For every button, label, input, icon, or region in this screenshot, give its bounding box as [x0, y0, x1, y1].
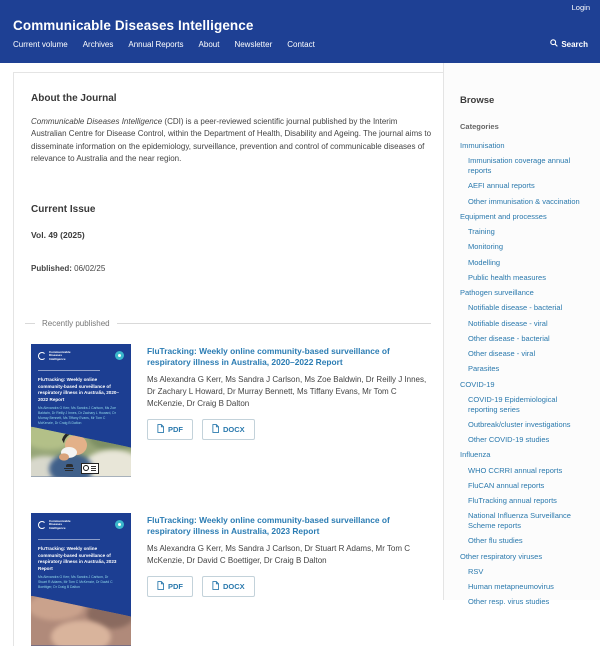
sidebar-category-link[interactable]: National Influenza Surveillance Scheme reports [468, 511, 571, 530]
cover-header [31, 344, 131, 362]
page-title: Communicable Diseases Intelligence [13, 18, 254, 33]
docx-button[interactable] [202, 576, 255, 597]
main-nav [0, 33, 600, 49]
browse-heading: Browse [460, 95, 495, 106]
sidebar-category-link[interactable]: Notifiable disease - bacterial [468, 303, 563, 313]
sidebar-category-link[interactable]: Other COVID-19 studies [468, 435, 550, 444]
article-2-authors: Ms Alexandra G Kerr, Ms Sandra J Carlson, Dr Stuart R Adams, Mr Tom C McKenzie, Dr David C Boettiger, Dr Craig B Dalton [147, 544, 411, 566]
cover-authors: Ms Alexandra G Kerr, Ms Sandra J Carlson, Dr Stuart R Adams, Mr Tom C McKenzie, Dr David C Boettiger, Dr Craig B Dalton [38, 575, 113, 589]
sidebar-category-link[interactable]: WHO CCRRI annual reports [468, 465, 563, 475]
current-issue-heading: Current Issue [31, 203, 96, 215]
cover-title: FluTracking: Weekly online community-based surveillance of respiratory illness in Australia, 2023 Report [38, 546, 117, 571]
cover-logos-row [31, 463, 131, 474]
sidebar-category-link[interactable]: Parasites [468, 364, 500, 374]
sidebar-category-link[interactable]: Other flu studies [468, 536, 523, 546]
sidebar-category-link[interactable]: FluTracking annual reports [468, 496, 557, 505]
article-1-body [147, 344, 431, 477]
cover-badge-icon [115, 520, 124, 529]
sidebar-category-link[interactable]: Outbreak/cluster investigations [468, 419, 571, 429]
cover-journal-name: Communicable Diseases Intelligence [49, 518, 71, 531]
journal-name-italic: Communicable Diseases Intelligence [31, 117, 163, 126]
pdf-file-icon [157, 424, 164, 435]
current-issue-volume: Vol. 49 (2025) [31, 229, 85, 240]
recently-published-divider [25, 319, 431, 328]
top-bar [0, 0, 600, 15]
sidebar-category-link[interactable]: Pathogen surveillance [460, 288, 534, 297]
categories-label: Categories [460, 122, 499, 131]
article-1-authors: Ms Alexandra G Kerr, Ms Sandra J Carlson, Ms Zoe Baldwin, Dr Reilly J Innes, Dr Zachary L Howard, Dr Murray Bennett, Ms Tiffany Evans, Mr Tom C McKenzie, Dr Craig B Dalton [147, 375, 427, 409]
sidebar-category-link[interactable]: Other disease - bacterial [468, 333, 550, 343]
about-heading: About the Journal [31, 93, 117, 104]
article-2-title-link[interactable]: FluTracking: Weekly online community-based surveillance of respiratory illness in Australia, 2023 Report [147, 514, 390, 537]
sidebar-category-link[interactable]: Influenza [460, 450, 491, 460]
article-item-2 [31, 513, 431, 646]
cdi-logo [38, 520, 75, 531]
recently-published-label: Recently published [42, 318, 110, 328]
search-label: Search [561, 39, 588, 49]
pdf-file-icon [157, 581, 164, 592]
acdc-logo [81, 463, 99, 474]
pdf-button[interactable] [147, 419, 193, 440]
nav-about[interactable]: About [198, 39, 220, 49]
page-body [0, 63, 600, 607]
cover-issn-line [38, 370, 100, 372]
cover-header [31, 513, 131, 531]
sidebar-category-link[interactable]: Modelling [468, 257, 501, 267]
sidebar-category-link[interactable]: Equipment and processes [460, 211, 547, 221]
sidebar-category-link[interactable]: Notifiable disease - viral [468, 318, 548, 328]
article-1-downloads [147, 419, 431, 440]
docx-file-icon [212, 424, 219, 435]
nav-archives[interactable]: Archives [82, 39, 114, 49]
pdf-button-label: PDF [168, 425, 183, 435]
article-2-cover-thumbnail[interactable] [31, 513, 131, 646]
sidebar-category-link[interactable]: Monitoring [468, 242, 504, 252]
sidebar-category-link[interactable]: Other respiratory viruses [460, 551, 543, 561]
sidebar-category-link[interactable]: Immunisation [460, 141, 505, 150]
sidebar-category-link[interactable]: Immunisation coverage annual reports [468, 156, 571, 175]
published-date: 06/02/25 [74, 263, 106, 273]
sidebar-category-link[interactable]: Human metapneumovirus [468, 582, 554, 591]
pdf-button-label: PDF [168, 582, 183, 592]
cover-badge-icon [115, 351, 124, 360]
search-icon [550, 39, 558, 49]
cover-title: FluTracking: Weekly online community-based surveillance of respiratory illness in Australia, 2020–2022 Report [38, 377, 120, 402]
docx-button[interactable] [202, 419, 255, 440]
sidebar-category-link[interactable]: Training [468, 227, 495, 236]
nav-newsletter[interactable]: Newsletter [234, 39, 273, 49]
cdi-crescent-icon [38, 521, 46, 529]
sidebar-category-link[interactable]: COVID-19 Epidemiological reporting series [468, 394, 558, 414]
published-label: Published: [31, 263, 72, 273]
sidebar-category-link[interactable]: COVID-19 [460, 379, 495, 389]
main-column [0, 63, 443, 600]
article-2-downloads [147, 576, 431, 597]
cover-authors: Ms Alexandra G Kerr, Ms Sandra J Carlson, Ms Zoe Baldwin, Dr Reilly J Innes, Dr Zachary L Howard, Dr Murray Bennett, Ms Tiffany Evans, Mr Tom C McKenzie, Dr Craig B Dalton [38, 406, 117, 425]
about-paragraph [31, 116, 433, 166]
pdf-button[interactable] [147, 576, 193, 597]
site-header [0, 0, 600, 63]
australian-government-crest-logo [64, 464, 75, 472]
article-1-title-link[interactable]: FluTracking: Weekly online community-based surveillance of respiratory illness in Australia, 2020–2022 Report [147, 345, 390, 368]
article-item-1 [31, 344, 431, 477]
docx-button-label: DOCX [223, 582, 245, 592]
nav-contact[interactable]: Contact [287, 39, 315, 49]
cover-issn-line [38, 539, 100, 541]
sidebar-category-list [460, 141, 588, 607]
cdi-crescent-icon [38, 352, 46, 360]
cdi-logo [38, 351, 75, 362]
sidebar-category-link[interactable]: Other immunisation & vaccination [468, 196, 580, 206]
current-issue-section [31, 204, 431, 273]
docx-file-icon [212, 581, 219, 592]
published-line [31, 264, 431, 273]
cover-journal-name: Communicable Diseases Intelligence [49, 349, 71, 362]
sidebar-category-link[interactable]: Other resp. virus studies [468, 597, 550, 607]
about-body-text: (CDI) is a peer-reviewed scientific journal published by the Interim Australian Centre for Disease Control, within the Department of Health, Disability and Ageing. The journal aims to disseminate information on the epidemiology, surveillance, prevention and control of communicable diseases of relevance to Australia and the near region. [31, 117, 432, 164]
nav-current-volume[interactable]: Current volume [13, 39, 68, 49]
main-content-card [13, 72, 443, 646]
docx-button-label: DOCX [223, 425, 245, 435]
sidebar-category-link[interactable]: FluCAN annual reports [468, 480, 545, 490]
sidebar-category-link[interactable]: Other disease - viral [468, 349, 536, 358]
article-1-cover-thumbnail[interactable] [31, 344, 131, 477]
nav-annual-reports[interactable]: Annual Reports [128, 39, 184, 49]
cover-photo [31, 596, 131, 646]
search-button[interactable] [550, 39, 588, 49]
sidebar-category-link[interactable]: RSV [468, 566, 484, 576]
sidebar-category-link[interactable]: AEFI annual reports [468, 181, 535, 191]
browse-sidebar [443, 63, 600, 607]
article-2-body [147, 513, 431, 646]
sidebar-category-link[interactable]: Public health measures [468, 272, 546, 282]
login-link[interactable]: Login [571, 3, 590, 12]
